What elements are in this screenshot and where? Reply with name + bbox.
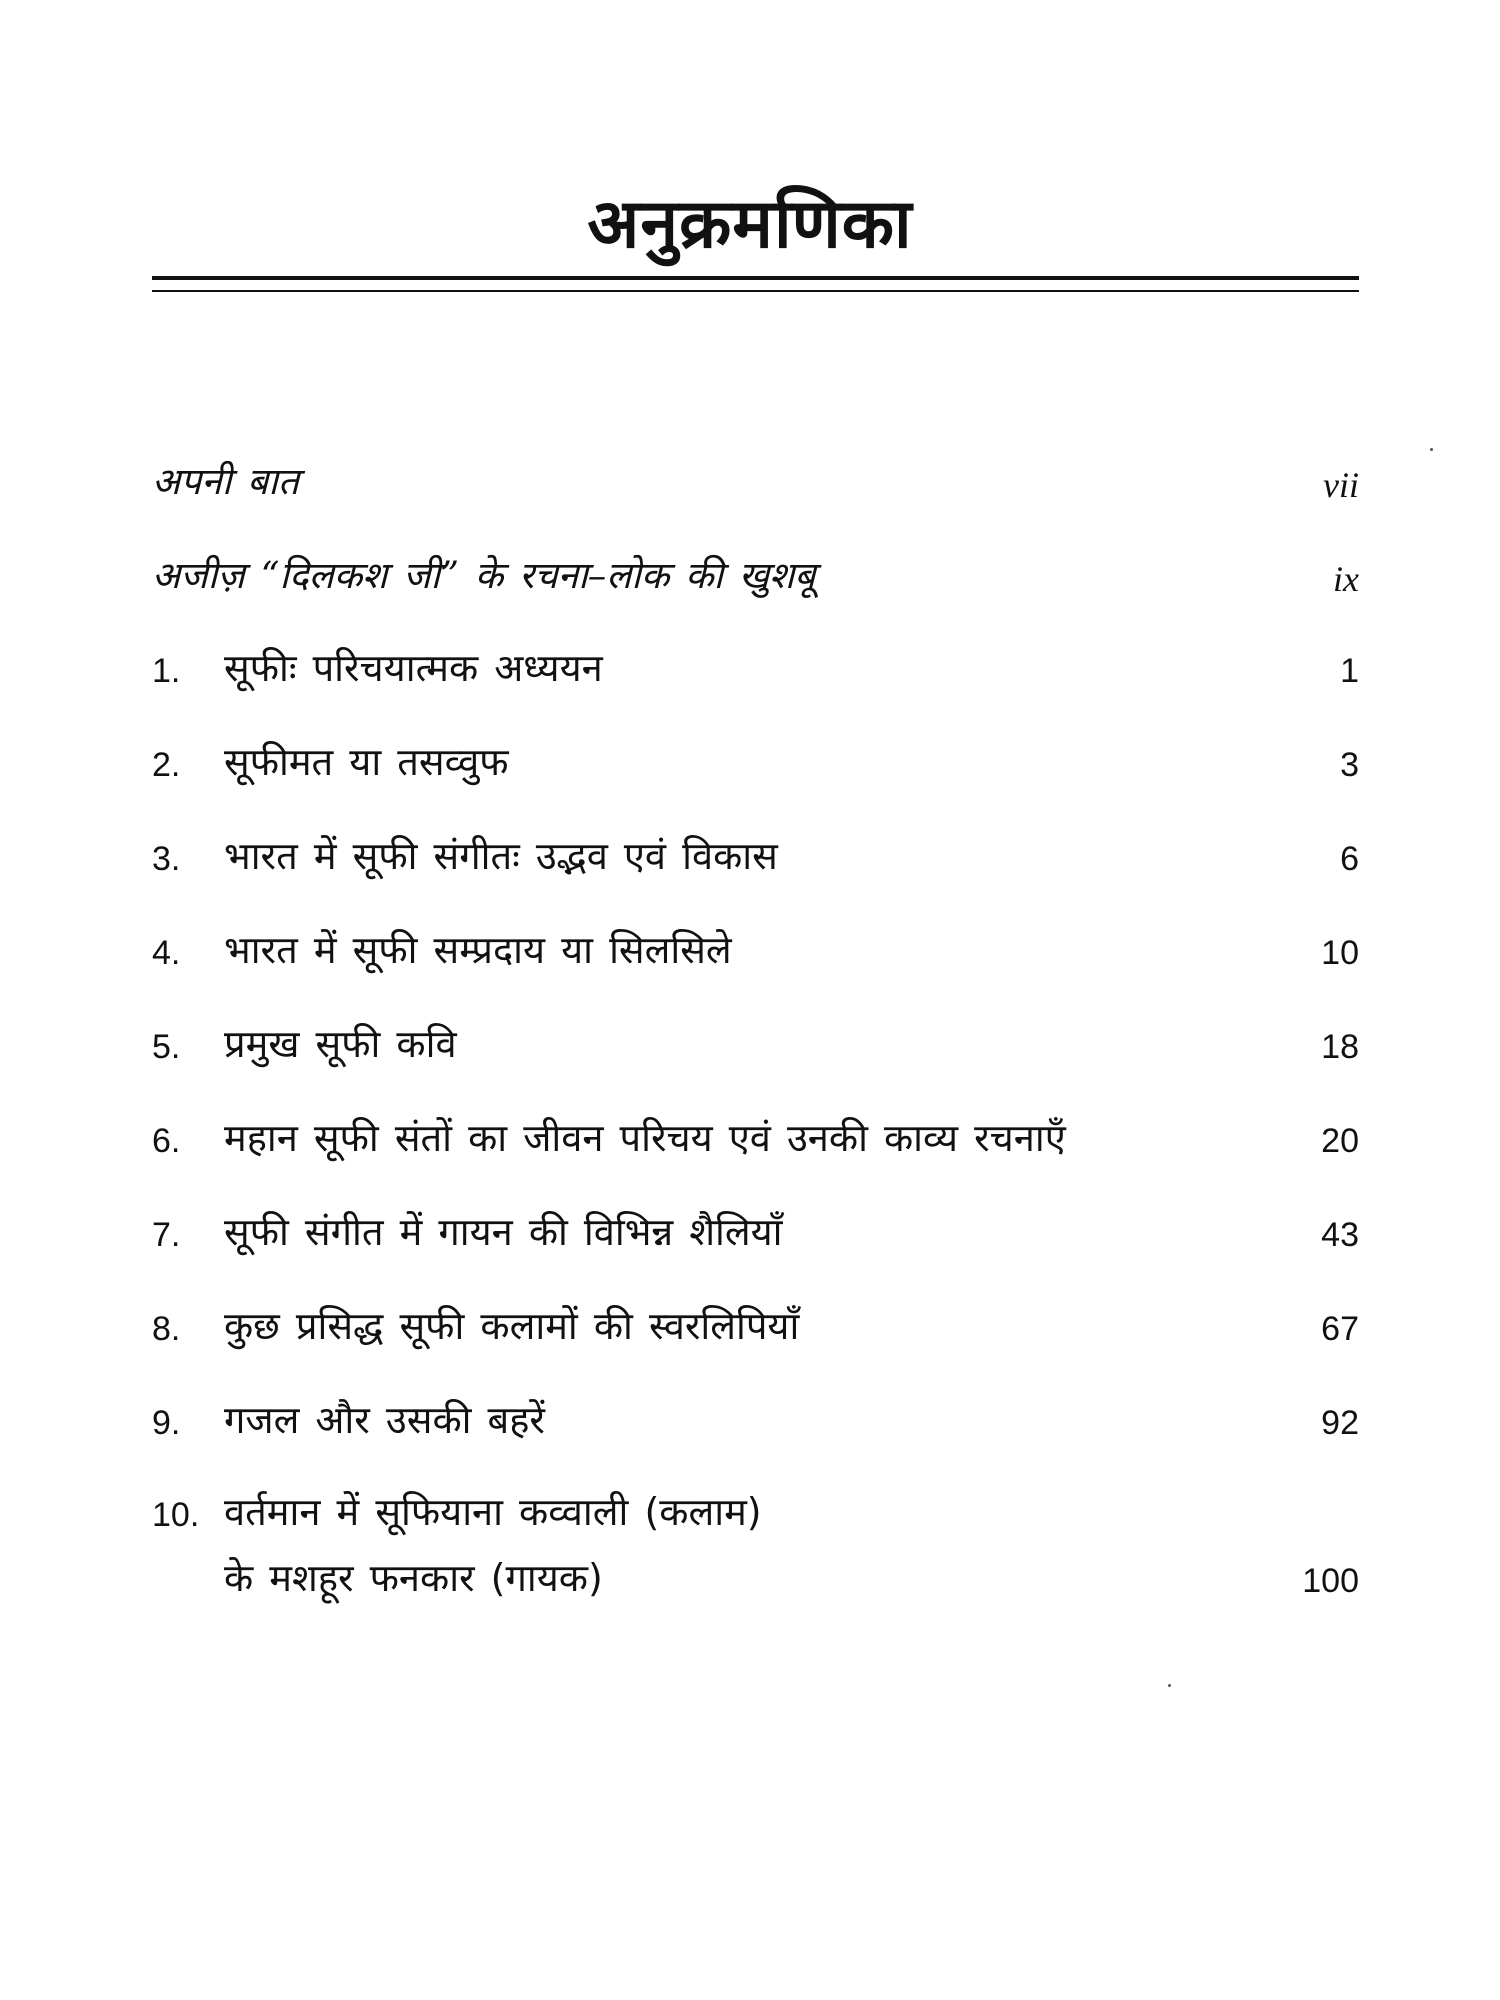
toc-entry-page: vii <box>1323 465 1359 505</box>
toc-entry-number: 2. <box>152 746 181 784</box>
toc-entry-text: सूफीमत या तसव्वुफ <box>224 740 509 784</box>
toc-entry-page: 20 <box>1321 1122 1359 1160</box>
scan-speck <box>1430 448 1433 451</box>
toc-entry-text: गजल और उसकी बहरें <box>224 1398 545 1442</box>
toc-entry-text: महान सूफी संतों का जीवन परिचय एवं उनकी काव्य रचनाएँ <box>224 1116 1066 1160</box>
toc-entry-text: अजीज़ “दिलकश जी” के रचना–लोक की खुशबू <box>152 554 816 597</box>
toc-entry-text: वर्तमान में सूफियाना कव्वाली (कलाम) <box>224 1490 762 1534</box>
page-title: अनुक्रमणिका <box>587 185 913 264</box>
toc-entry-number: 5. <box>152 1028 181 1066</box>
toc-entry-page: 43 <box>1321 1216 1359 1254</box>
scan-speck <box>1168 1684 1171 1687</box>
toc-entry-number: 1. <box>152 652 181 690</box>
toc-entry-chapter-6 <box>152 1106 1359 1166</box>
toc-entry-chapter-9 <box>152 1388 1359 1448</box>
toc-entry-page: 3 <box>1340 746 1359 784</box>
toc-entry-number: 3. <box>152 840 181 878</box>
toc-entry-text: सूफीः परिचयात्मक अध्ययन <box>224 646 603 690</box>
toc-entry-chapter-3 <box>152 824 1359 884</box>
toc-entry-chapter-1 <box>152 636 1359 696</box>
toc-entry-page: 1 <box>1340 652 1359 690</box>
toc-entry-text: कुछ प्रसिद्ध सूफी कलामों की स्वरलिपियाँ <box>224 1304 800 1348</box>
toc-entry-chapter-10 <box>152 1480 1359 1620</box>
toc-entry-page: 92 <box>1321 1404 1359 1442</box>
toc-entry-page: 18 <box>1321 1028 1359 1066</box>
toc-entry-page: ix <box>1333 559 1359 599</box>
toc-entry-preface <box>152 450 1359 510</box>
toc-entry-page: 10 <box>1321 934 1359 972</box>
toc-entry-text: सूफी संगीत में गायन की विभिन्न शैलियाँ <box>224 1210 783 1254</box>
toc-entry-number: 8. <box>152 1310 181 1348</box>
toc-entry-chapter-7 <box>152 1200 1359 1260</box>
toc-entry-page: 100 <box>1302 1562 1359 1600</box>
title-rule-thin <box>152 290 1359 292</box>
toc-entry-number: 7. <box>152 1216 181 1254</box>
toc-entry-number: 10. <box>152 1496 200 1534</box>
toc-entry-text: भारत में सूफी संगीतः उद्भव एवं विकास <box>224 834 778 878</box>
toc-entry-number: 6. <box>152 1122 181 1160</box>
toc-entry-chapter-4 <box>152 918 1359 978</box>
toc-entry-text: प्रमुख सूफी कवि <box>224 1022 457 1066</box>
toc-entry-page: 6 <box>1340 840 1359 878</box>
toc-entry-text: अपनी बात <box>152 460 299 503</box>
toc-entry-text: भारत में सूफी सम्प्रदाय या सिलसिले <box>224 928 732 972</box>
toc-entry-page: 67 <box>1321 1310 1359 1348</box>
toc-entry-number: 4. <box>152 934 181 972</box>
toc-entry-text-continued: के मशहूर फनकार (गायक) <box>224 1556 603 1600</box>
toc-entry-number: 9. <box>152 1404 181 1442</box>
title-rule-thick <box>152 276 1359 280</box>
toc-entry-chapter-5 <box>152 1012 1359 1072</box>
toc-entry-chapter-2 <box>152 730 1359 790</box>
toc-entry-chapter-8 <box>152 1294 1359 1354</box>
toc-entry-foreword <box>152 544 1359 604</box>
